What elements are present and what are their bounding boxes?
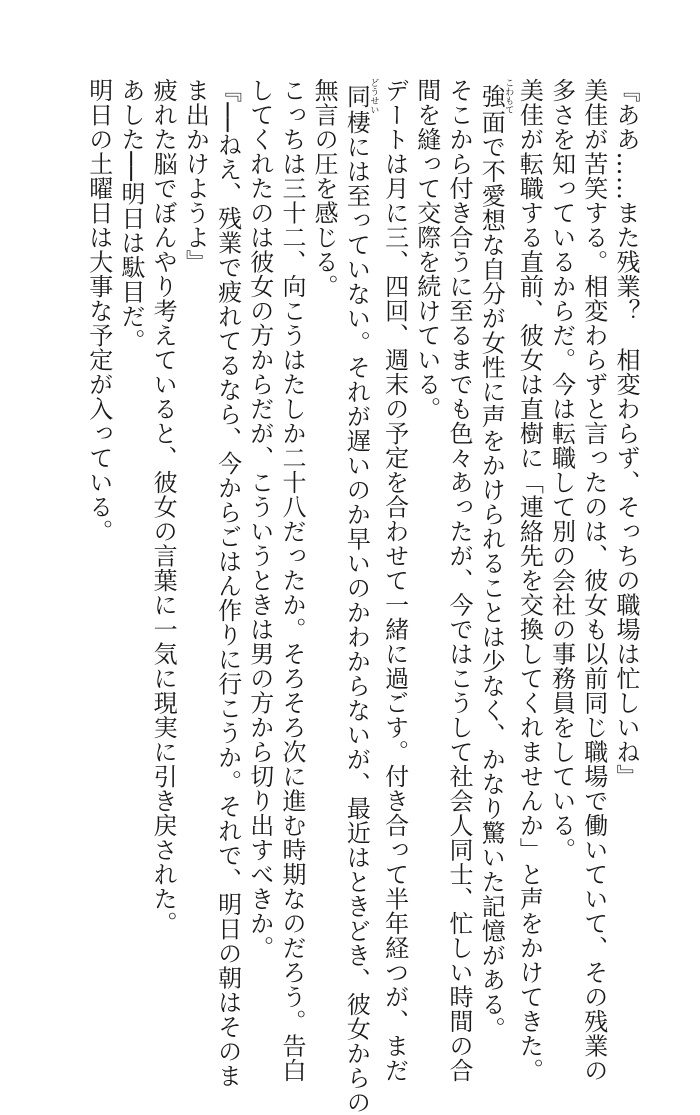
ruby-dousei	[342, 78, 379, 114]
text-line-1: 『ああ……また残業？ 相変わらず、そっちの職場は忙しいね』	[612, 78, 640, 789]
text-line-9-rest: 棲には至っていない。それが遅いのか早いのかわからないが、最近はときどき、彼女からの	[342, 110, 371, 1115]
text-line-17: 明日の土曜日は大事な予定が入っている。	[84, 78, 113, 544]
ruby-base-dousei: 同	[342, 78, 371, 114]
text-line-4: 美佳が転職する直前、彼女は直樹に「連絡先を交換してくれませんか」と声をかけてきた。	[515, 78, 544, 1083]
text-line-5	[475, 78, 514, 1041]
text-line-2: 美佳が苦笑する。相変わらずと言ったのは、彼女も以前同じ職場で働いていて、その残業の	[579, 78, 608, 1083]
ruby-reading-dousei: どうせい	[368, 78, 379, 114]
text-line-5-rest: 面で不愛想な自分が女性に声をかけられることは少なく、かなり驚いた記憶がある。	[477, 110, 506, 1041]
text-line-11: こっちは三十二、向こうはたしか二十八だったか。そろそろ次に進む時期なのだろう。告白	[277, 78, 306, 1083]
text-line-12: してくれたのは彼女の方からだが、こういうときは男の方から切り出すべきか。	[245, 78, 274, 960]
text-line-8: デートは月に三、四回、週末の予定を合わせて一緒に過ごす。付き合って半年経つが、まだ	[380, 78, 409, 1083]
text-line-15: 疲れた脳でぼんやり考えていると、彼女の言葉に一気に現実に引き戻された。	[149, 78, 178, 936]
text-line-9	[340, 78, 379, 1115]
vertical-text-block	[83, 78, 642, 1115]
text-line-13: 『──ねえ、残業で疲れてるなら、今からごはん作りに行こうか。それで、明日の朝はそのま	[213, 78, 242, 1088]
text-line-14: ま出かけようよ』	[181, 78, 210, 274]
ruby-kowamote	[477, 78, 514, 114]
text-line-6: そこから付き合うに至るまでも色々あったが、今ではこうして社会人同士、忙しい時間の合	[444, 78, 473, 1083]
text-line-3: 多さを知っているからだ。今は転職して別の会社の事務員をしている。	[547, 78, 576, 862]
text-line-10: 無言の圧を感じる。	[310, 78, 339, 299]
ruby-reading-kowamote: こわもて	[503, 78, 514, 114]
ruby-base-kowamote: 強	[477, 78, 506, 114]
text-line-16: あした──明日は駄目だ。	[116, 78, 145, 353]
text-line-7: 間を縫って交際を続けている。	[412, 78, 441, 421]
